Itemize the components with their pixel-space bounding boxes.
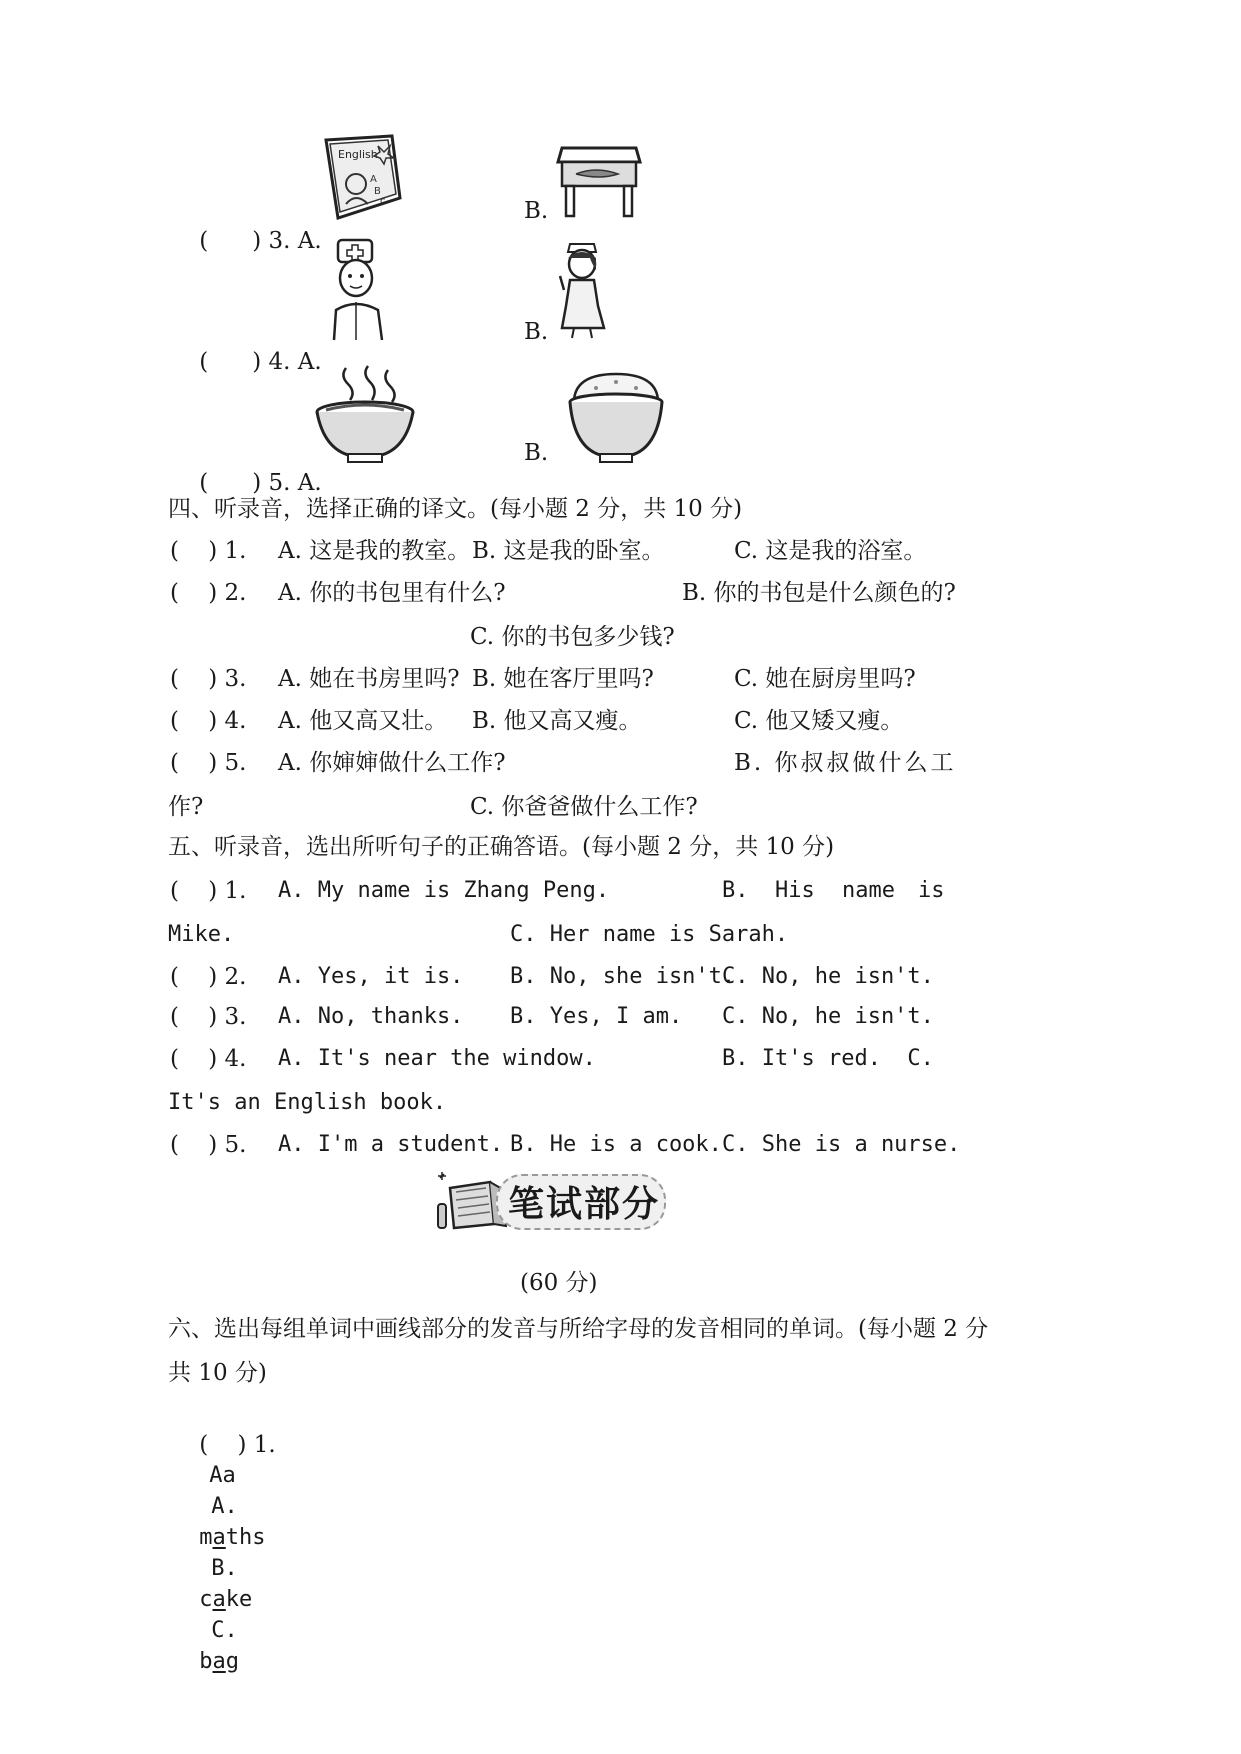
- close-paren: ): [252, 470, 262, 496]
- section-5-q3-option-c: C. No, he isn't.: [722, 1004, 934, 1029]
- question-number: 4.: [268, 349, 291, 375]
- section-4-q3-option-c: C. 她在厨房里吗?: [734, 666, 916, 692]
- section-5-q1-option-b-label: B.: [722, 878, 749, 903]
- section-5-q5-option-a: A. I'm a student.: [278, 1132, 504, 1157]
- section-5-q2-option-b: B. No, she isn't.: [510, 964, 736, 989]
- nurse-icon: [556, 236, 608, 340]
- option-c-label: C.: [211, 1618, 238, 1643]
- written-section-title: 笔试部分: [508, 1184, 661, 1225]
- section-5-q5-option-c: C. She is a nurse.: [722, 1132, 961, 1157]
- section-4-q5-option-a: A. 你婶婶做什么工作?: [278, 750, 506, 776]
- section-4-q3-option-b: B. 她在客厅里吗?: [472, 666, 654, 692]
- book-title-text: English: [338, 148, 378, 161]
- section-4-q4-option-a: A. 他又高又壮。: [278, 708, 448, 734]
- section-4-q4-prefix: ( ) 4.: [170, 708, 247, 734]
- section-5-q5-prefix: ( ) 5.: [170, 1132, 247, 1158]
- underlined-letter: a: [212, 1525, 226, 1550]
- section-5-q4-option-c-continued: It's an English book.: [168, 1090, 447, 1115]
- question-3-option-b: B.: [524, 198, 549, 224]
- underlined-letter: a: [212, 1649, 226, 1674]
- section-5-q2-option-a: A. Yes, it is.: [278, 964, 464, 989]
- question-3-prefix: [170, 196, 322, 286]
- open-paren: (: [199, 470, 209, 496]
- option-c-word: bag: [199, 1649, 239, 1674]
- section-5-q1-option-b-word3: is: [918, 878, 945, 903]
- given-letter: Aa: [209, 1463, 236, 1488]
- desk-icon: [556, 138, 642, 218]
- section-5-q4-option-a: A. It's near the window.: [278, 1046, 596, 1071]
- section-5-q2-prefix: ( ) 2.: [170, 964, 247, 990]
- written-section-score: (60 分): [520, 1270, 598, 1296]
- section-5-q1-prefix: ( ) 1.: [170, 878, 247, 904]
- option-a-label: A.: [211, 1494, 238, 1519]
- section-4-q3-prefix: ( ) 3.: [170, 666, 247, 692]
- section-4-q1-prefix: ( ) 1.: [170, 538, 247, 564]
- doctor-icon: [326, 236, 388, 342]
- svg-text:c: c: [380, 196, 386, 207]
- section-4-heading: 四、听录音，选择正确的译文。(每小题 2 分，共 10 分): [168, 496, 743, 522]
- section-5-q3-prefix: ( ) 3.: [170, 1004, 247, 1030]
- section-6-heading-line1: 六、选出每组单词中画线部分的发音与所给字母的发音相同的单词。(每小题 2 分: [168, 1316, 989, 1342]
- section-4-q1-option-a: A. 这是我的教室。: [278, 538, 471, 564]
- option-a-word: maths: [199, 1525, 266, 1550]
- option-b-label: B.: [211, 1556, 238, 1581]
- open-paren: (: [199, 349, 209, 375]
- close-paren: ): [252, 228, 262, 254]
- section-4-q3-option-a: A. 她在书房里吗?: [278, 666, 460, 692]
- noodles-bowl-icon: [312, 364, 418, 464]
- option-a-label: A.: [297, 470, 322, 496]
- option-a-label: A.: [297, 228, 322, 254]
- option-a-label: A.: [297, 349, 322, 375]
- section-5-q5-option-b: B. He is a cook.: [510, 1132, 722, 1157]
- question-5-option-b: B.: [524, 440, 549, 466]
- section-4-q5-option-c: C. 你爸爸做什么工作?: [470, 794, 698, 820]
- section-5-q3-option-b: B. Yes, I am.: [510, 1004, 683, 1029]
- english-book-icon: [308, 132, 404, 222]
- section-4-q1-option-c: C. 这是我的浴室。: [734, 538, 927, 564]
- section-5-q2-option-c: C. No, he isn't.: [722, 964, 934, 989]
- section-5-q4-prefix: ( ) 4.: [170, 1046, 247, 1072]
- section-5-q1-option-b-continued: Mike.: [168, 922, 235, 947]
- section-4-q5-prefix: ( ) 5.: [170, 750, 247, 776]
- section-6-heading-line2: 共 10 分): [168, 1360, 267, 1386]
- close-paren: ): [252, 349, 262, 375]
- section-5-q1-option-a: A. My name is Zhang Peng.: [278, 878, 610, 903]
- section-4-q5-option-b-continued: 作?: [168, 794, 204, 820]
- section-5-q1-option-c: C. Her name is Sarah.: [510, 922, 789, 947]
- section-4-q2-option-b: B. 你的书包是什么颜色的?: [682, 580, 956, 606]
- section-4-q4-option-c: C. 他又矮又瘦。: [734, 708, 904, 734]
- question-number: 5.: [268, 470, 291, 496]
- section-5-heading: 五、听录音，选出所听句子的正确答语。(每小题 2 分，共 10 分): [168, 834, 835, 860]
- svg-text:A: A: [370, 174, 377, 185]
- option-b-word: cake: [199, 1587, 253, 1612]
- question-number: 3.: [268, 228, 291, 254]
- written-section-banner: [434, 1168, 664, 1232]
- section-4-q5-option-b: B. 你叔叔做什么工: [734, 750, 957, 776]
- section-4-q2-option-c: C. 你的书包多少钱?: [470, 624, 675, 650]
- svg-text:B: B: [374, 186, 381, 197]
- section-5-q1-option-b-word2: name: [842, 878, 895, 903]
- section-4-q2-option-a: A. 你的书包里有什么?: [278, 580, 506, 606]
- section-4-q1-option-b: B. 这是我的卧室。: [472, 538, 665, 564]
- underlined-letter: a: [212, 1587, 226, 1612]
- section-5-q1-option-b-word1: His: [775, 878, 815, 903]
- section-4-q4-option-b: B. 他又高又瘦。: [472, 708, 642, 734]
- question-4-prefix: [170, 317, 322, 407]
- section-6-q1: [170, 1400, 276, 1707]
- section-6-q1-prefix: ( ) 1.: [199, 1432, 276, 1458]
- section-5-q3-option-a: A. No, thanks.: [278, 1004, 464, 1029]
- section-5-q4-option-b: B. It's red. C.: [722, 1046, 934, 1071]
- question-4-option-b: B.: [524, 319, 549, 345]
- open-paren: (: [199, 228, 209, 254]
- section-4-q2-prefix: ( ) 2.: [170, 580, 247, 606]
- rice-bowl-icon: [566, 370, 666, 464]
